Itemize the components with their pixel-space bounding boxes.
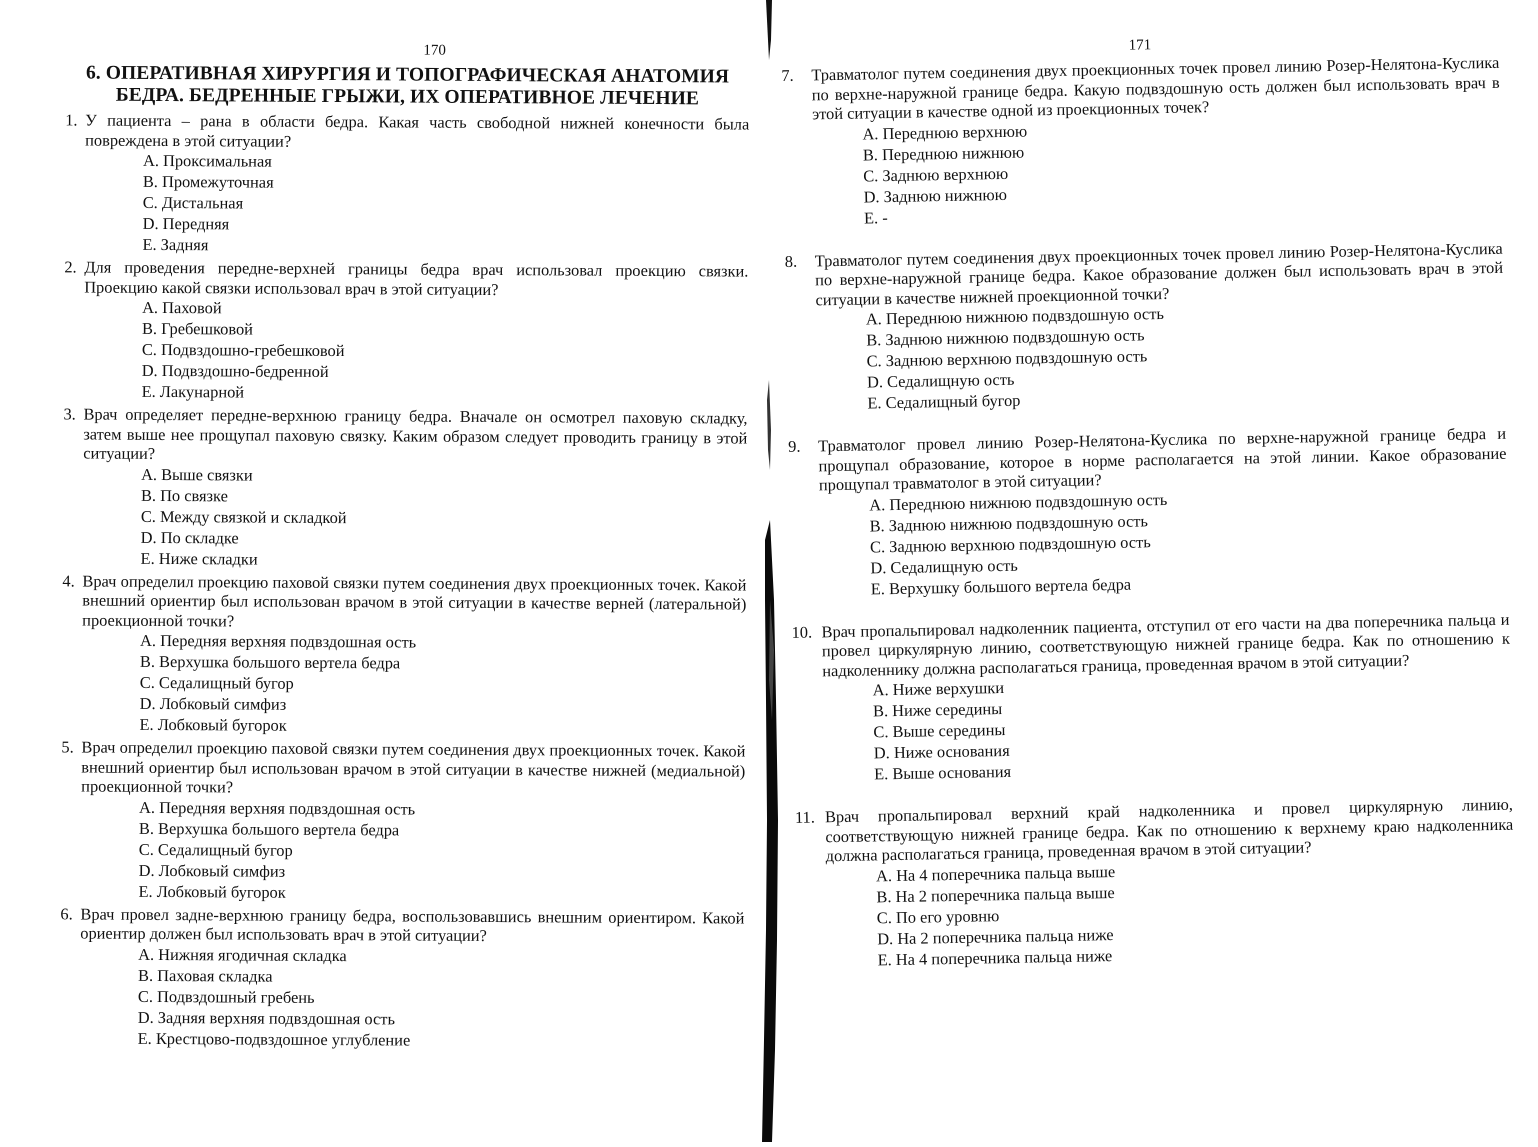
answer-option: С. По его уровню: [876, 905, 1000, 927]
answer-option: А. Нижняя ягодичная складка: [138, 944, 347, 965]
answer-option: D. Заднюю нижнюю: [863, 184, 1008, 206]
answer-option: С. Седалищный бугор: [139, 672, 294, 693]
answer-option: А. Переднюю нижнюю подвздошную ость: [869, 489, 1168, 514]
answer-option: В. Гребешковой: [141, 318, 254, 339]
question-11: [795, 795, 1516, 972]
answer-option: D. На 2 поперечника пальца ниже: [877, 924, 1114, 948]
question-4: [56, 571, 747, 739]
answer-option: Е. Ниже складки: [140, 548, 258, 569]
question-text: Врач пропальпировал верхний край надколенника и провел циркулярную линию, соответствующую нижней границе бедра. Как по отношению к верхнему краю надколенника должна располагаться граница, проведенная врачом в этой ситуации?: [824, 794, 1514, 866]
answer-options: [84, 297, 749, 406]
answer-option: А. Паховой: [142, 297, 222, 318]
question-number: 10.: [791, 622, 813, 642]
answer-options: [826, 853, 1516, 971]
answer-option: В. Ниже середины: [872, 699, 1003, 721]
answer-option: С. Седалищный бугор: [138, 839, 293, 860]
chapter-title-line-1: 6. ОПЕРАТИВНАЯ ХИРУРГИЯ И ТОПОГРАФИЧЕСКАЯ АНАТОМИЯ: [85, 62, 730, 88]
question-text: Для проведения передне-верхней границы бедра врач использовал проекцию связки. Проекцию какой связки использовал врач в этой ситуации?: [84, 257, 749, 299]
answer-options: [80, 796, 745, 905]
question-6: [54, 904, 745, 1052]
question-10: [791, 609, 1512, 786]
question-text: Травматолог путем соединения двух проекционных точек провел линию Розер-Нелятона-Куслика по верхне-наружной границе бедра. Какое образование должен был использовать врач в этой ситуации в качестве нижней проекционной точки?: [814, 238, 1504, 309]
answer-option: D. По складке: [140, 527, 239, 547]
question-number: 9.: [788, 436, 801, 456]
answer-option: А. Передняя верхняя подвздошная ость: [139, 797, 416, 819]
question-7: [781, 53, 1502, 230]
book-spine-shadow: [752, 0, 786, 1142]
answer-option: D. Задняя верхняя подвздошная ость: [137, 1007, 396, 1028]
answer-option: А. Передняя верхняя подвздошная ость: [140, 630, 417, 652]
answer-option: D. Ниже основания: [873, 740, 1010, 763]
answer-options: [83, 463, 748, 572]
question-5: [54, 737, 745, 905]
left-page: [0, 0, 768, 1147]
question-number: 6.: [60, 903, 73, 923]
answer-option: В. На 2 поперечника пальца выше: [876, 882, 1115, 906]
answer-option: С. Между связкой и складкой: [140, 506, 347, 527]
answer-option: Е. Лобковый бугорок: [139, 714, 287, 735]
answer-option: Е. -: [863, 207, 888, 227]
question-number: 5.: [61, 737, 74, 757]
question-text: Травматолог провел линию Розер-Нелятона-Куслика по верхне-наружной границе бедра и прощупал образование, которое в норме располагается на этой линии. Какое образование прощупал травматолог в этой ситуации?: [818, 423, 1507, 495]
question-1: [58, 110, 749, 258]
answer-option: D. Седалищную ость: [866, 369, 1015, 392]
question-text: Травматолог путем соединения двух проекционных точек провел линию Розер-Нелятона-Куслика по верхне-наружной границе бедра. Какую подвздошную ость должен был использовать врач в этой ситуации в качестве одной из проекционных точек?: [811, 52, 1500, 124]
answer-option: А. Ниже верхушки: [872, 678, 1005, 700]
answer-options: [816, 297, 1506, 415]
question-text: Врач определил проекцию паховой связки путем соединения двух проекционных точек. Какой внешний ориентир был использован врачом в этой ситуации в качестве верней (латеральной) проекционной точки?: [82, 571, 747, 630]
answer-option: С. Заднюю верхнюю: [863, 163, 1009, 186]
question-number: 1.: [65, 110, 78, 130]
answer-option: В. Верхушка большого вертела бедра: [138, 818, 400, 839]
question-3: [57, 404, 748, 572]
answer-option: А. Переднюю нижнюю подвздошную ость: [865, 304, 1165, 329]
answer-option: А. Проксимальная: [142, 150, 272, 171]
answer-option: Е. Верхушку большого вертела бедра: [870, 574, 1132, 598]
question-8: [785, 238, 1506, 415]
answer-option: А. Выше связки: [141, 464, 253, 485]
question-number: 8.: [784, 251, 798, 271]
answer-options: [812, 111, 1502, 229]
question-text: Врач провел задне-верхнюю границу бедра, воспользовавшись внешним ориентиром. Какой ориентир должен был использовать врач в этой ситуации?: [80, 904, 745, 945]
answer-option: В. По связке: [140, 485, 228, 505]
answer-option: С. Подвздошный гребень: [137, 986, 315, 1007]
answer-option: D. Седалищную ость: [870, 555, 1018, 577]
answer-option: Е. Выше основания: [874, 761, 1012, 784]
answer-option: Е. Крестцово-подвздошное углубление: [137, 1028, 411, 1050]
answer-option: А. На 4 поперечника пальца выше: [875, 861, 1116, 885]
answer-options: [82, 630, 747, 739]
question-number: 4.: [62, 570, 75, 590]
answer-option: С. Подвздошно-гребешковой: [141, 339, 345, 361]
answer-option: D. Подвздошно-бедренной: [141, 360, 329, 382]
answer-option: С. Заднюю верхнюю подвздошную ость: [869, 531, 1151, 556]
question-text: Врач определил проекцию паховой связки путем соединения двух проекционных точек. Какой внешний ориентир был использован врачом в этой ситуации в качестве нижней (медиальной) проекционной точки?: [81, 737, 746, 797]
right-page: [780, 0, 1538, 1142]
question-text: У пациента – рана в области бедра. Какая часть свободной нижней конечности была повреждена в этой ситуации?: [85, 110, 750, 151]
answer-options: [80, 943, 745, 1052]
answer-option: Е. На 4 поперечника пальца ниже: [877, 945, 1113, 969]
answer-options: [822, 668, 1512, 786]
answer-option: В. Переднюю нижнюю: [862, 142, 1025, 165]
question-number: 7.: [781, 65, 794, 85]
question-number: 3.: [63, 404, 76, 424]
answer-options: [84, 150, 749, 259]
question-number: 2.: [64, 257, 77, 277]
answer-option: В. Паховая складка: [137, 965, 273, 986]
answer-option: С. Дистальная: [142, 192, 244, 213]
question-text: Врач пропальпировал надколенник пациента, отступил от его части на два поперечника пальца и провел циркулярную линию, соответствующую нижней границе бедра. Как по отношению к надколеннику должна располагаться граница, проведенная врачом в этой ситуации?: [821, 609, 1510, 680]
answer-option: Е. Седалищный бугор: [867, 390, 1021, 413]
question-text: Врач определяет передне-верхнюю границу бедра. Вначале он осмотрел паховую складку, затем выше нее прощупал паховую связку. Каким образом следует проводить границу в этой ситуации?: [83, 404, 748, 463]
answer-option: D. Передняя: [142, 213, 230, 234]
question-2: [58, 257, 749, 405]
answer-option: В. Заднюю нижнюю подвздошную ость: [866, 325, 1145, 350]
answer-option: D. Лобковый симфиз: [139, 693, 287, 714]
answer-option: А. Переднюю верхнюю: [862, 120, 1028, 144]
page-number-right: 171: [1128, 37, 1152, 54]
answer-option: В. Верхушка большого вертела бедра: [139, 651, 401, 673]
page-number-left: 170: [423, 42, 446, 59]
answer-option: Е. Задняя: [142, 234, 209, 255]
answer-option: С. Заднюю верхнюю подвздошную ость: [866, 346, 1148, 371]
question-number: 11.: [794, 807, 816, 827]
chapter-title: [59, 62, 749, 110]
answer-option: Е. Лобковый бугорок: [138, 881, 286, 902]
answer-options: [819, 482, 1509, 600]
question-9: [788, 424, 1509, 601]
answer-option: Е. Лакунарной: [141, 381, 245, 402]
answer-option: В. Промежуточная: [142, 171, 274, 192]
right-question-list: [781, 53, 1515, 972]
left-question-list: [54, 110, 750, 1052]
answer-option: С. Выше середины: [873, 719, 1006, 742]
chapter-title-line-2: БЕДРА. БЕДРЕННЫЕ ГРЫЖИ, ИХ ОПЕРАТИВНОЕ ЛЕЧЕНИЕ: [115, 84, 700, 110]
answer-option: D. Лобковый симфиз: [138, 860, 286, 881]
answer-option: В. Заднюю нижнюю подвздошную ость: [869, 510, 1149, 535]
